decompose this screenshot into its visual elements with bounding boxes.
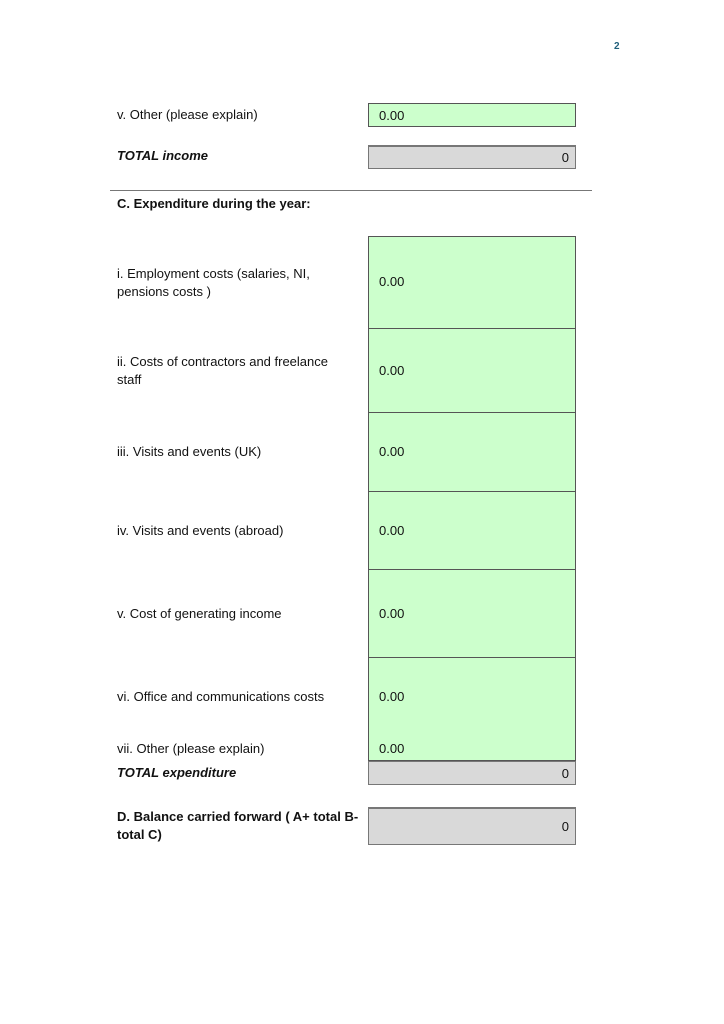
balance-label <box>117 808 358 844</box>
generating-income-input[interactable]: 0.00 <box>379 606 405 621</box>
employment-costs-input[interactable]: 0.00 <box>379 274 405 289</box>
total-income-value: 0 <box>368 145 576 169</box>
expenditure-item-generating-income: v. Cost of generating income <box>117 606 282 621</box>
cell-border <box>368 569 576 570</box>
cell-border <box>368 328 576 329</box>
expenditure-item-visits-abroad: iv. Visits and events (abroad) <box>117 523 284 538</box>
balance-label-line1: D. Balance carried forward ( A+ total B- <box>117 809 359 824</box>
cell-border <box>368 236 576 237</box>
balance-label-line2: total C) <box>117 827 162 842</box>
expenditure-heading: C. Expenditure during the year: <box>117 196 311 211</box>
contractors-costs-input[interactable]: 0.00 <box>379 363 405 378</box>
total-expenditure-label: TOTAL expenditure <box>117 765 237 780</box>
item-label-line1: i. Employment costs (salaries, NI, <box>117 266 310 281</box>
item-label-line2: pensions costs ) <box>117 284 211 299</box>
section-divider <box>110 190 592 191</box>
visits-abroad-input[interactable]: 0.00 <box>379 523 405 538</box>
expenditure-item-other: vii. Other (please explain) <box>117 741 265 756</box>
total-expenditure-value: 0 <box>368 761 576 785</box>
income-other-label: v. Other (please explain) <box>117 107 258 122</box>
item-label-line1: ii. Costs of contractors and freelance <box>117 354 328 369</box>
cell-border <box>368 412 576 413</box>
office-comms-input[interactable]: 0.00 <box>379 689 405 704</box>
item-label-line2: staff <box>117 372 142 387</box>
expenditure-other-input[interactable]: 0.00 <box>368 737 576 761</box>
cell-border <box>368 657 576 658</box>
visits-uk-input[interactable]: 0.00 <box>379 444 405 459</box>
expenditure-input-block <box>368 236 576 737</box>
income-other-input[interactable]: 0.00 <box>368 103 576 127</box>
page-number: 2 <box>614 41 620 52</box>
cell-border <box>368 491 576 492</box>
total-income-label: TOTAL income <box>117 148 209 163</box>
balance-value: 0 <box>368 807 576 845</box>
expenditure-item-visits-uk: iii. Visits and events (UK) <box>117 444 262 459</box>
expenditure-item-office-comms: vi. Office and communications costs <box>117 689 325 704</box>
expenditure-item-employment <box>117 265 310 301</box>
expenditure-item-contractors <box>117 353 328 389</box>
